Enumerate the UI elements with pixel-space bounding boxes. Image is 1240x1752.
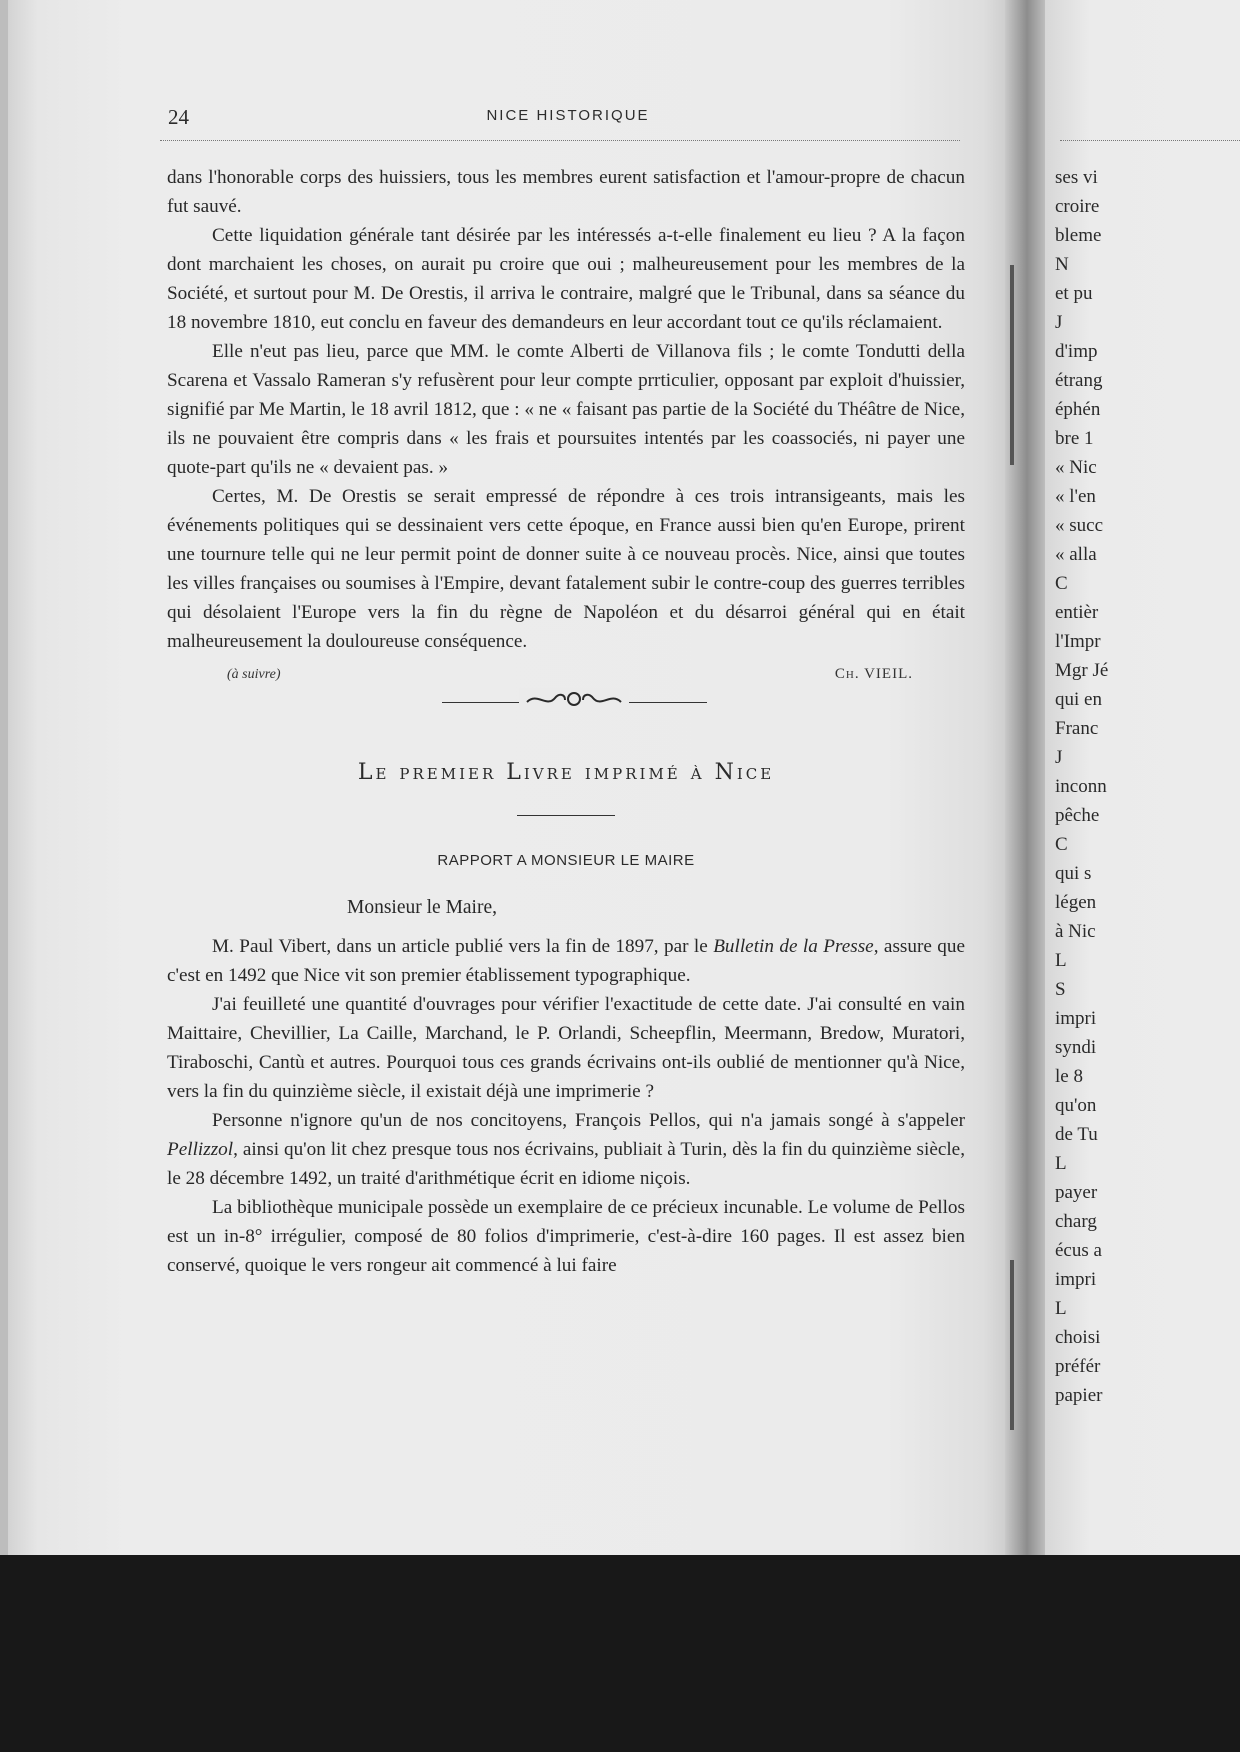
right-line-fragment: J: [1055, 747, 1063, 768]
right-line-fragment: impri: [1055, 1269, 1097, 1290]
right-line-fragment: « succ: [1055, 515, 1104, 536]
page-edge-shadow: [1010, 265, 1014, 465]
right-line-fragment: « l'en: [1055, 486, 1096, 507]
section-ornament: [167, 688, 965, 730]
right-line-fragment: L: [1055, 1153, 1067, 1174]
article-subtitle: RAPPORT A MONSIEUR LE MAIRE: [437, 852, 695, 869]
paragraph: Elle n'eut pas lieu, parce que MM. le comte Alberti de Villanova fils ; le comte Tondutti della Scarena et Vassalo Rameran s'y refusèrent pour leur compte prrticulier, opposant par exploit d'huissier, signifié par Me Martin, le 18 avril 1812, que : « ne « faisant pas partie de la Société du Théâtre de Nice, ils ne pouvaient être compris dans « les frais et poursuites intentés par les coassociés, ni payer une quote-part qu'ils ne « devaient pas. »: [167, 341, 965, 478]
salutation: Monsieur le Maire,: [347, 897, 498, 918]
right-line-fragment: syndi: [1055, 1037, 1097, 1058]
paragraph: J'ai feuilleté une quantité d'ouvrages pour vérifier l'exactitude de cette date. J'ai consulté en vain Maittaire, Chevillier, La Caille, Marchand, le P. Orlandi, Scheepflin, Meermann, Bredow, Muratori, Tiraboschi, Cantù et autres. Pourquoi tous ces grands écrivains ont-ils oublié de mentionner qu'à Nice, vers la fin du quinzième siècle, il existait déjà une imprimerie ?: [167, 994, 965, 1102]
paragraph: [167, 1106, 965, 1193]
right-line-fragment: « alla: [1055, 544, 1097, 565]
left-page-body: [167, 163, 965, 1280]
running-title: NICE HISTORIQUE: [486, 107, 650, 124]
publication-title: Bulletin de la Presse: [713, 936, 874, 957]
paragraph: La bibliothèque municipale possède un exemplaire de ce précieux incunable. Le volume de Pellos est un in-8° irrégulier, composé de 80 folios d'imprimerie, c'est-à-dire 160 pages. Il est assez bien conservé, quoique le vers rongeur ait commencé à lui faire: [167, 1197, 965, 1276]
paragraph: Cette liquidation générale tant désirée par les intéressés a-t-elle finalement eu lieu ? A la façon dont marchaient les choses, on aurait pu croire que oui ; malheureusement pour les membres de la Société, et surtout pour M. De Orestis, il arriva le contraire, malgré que le Tribunal, dans sa séance du 18 novembre 1810, eut conclu en faveur des demandeurs en leur accordant tout ce qu'ils réclamaient.: [167, 225, 965, 333]
to-follow-note: (à suivre): [227, 667, 281, 682]
right-line-fragment: et pu: [1055, 283, 1093, 304]
paragraph: [167, 932, 965, 990]
article-title: Le premier Livre imprimé à Nice: [357, 760, 775, 785]
paragraph: Certes, M. De Orestis se serait empressé de répondre à ces trois intransigeants, mais les événements politiques qui se dessinaient vers cette époque, en France aussi bien qu'en Europe, prirent une tournure telle qui ne leur permit point de donner suite à ce nouveau procès. Nice, ainsi que toutes les villes françaises ou soumises à l'Empire, devant fatalement subir le contre-coup des guerres terribles qui désolaient l'Europe vers la fin du règne de Napoléon et du désarroi général qui en était malheureusement la douloureuse conséquence.: [167, 486, 965, 652]
right-line-fragment: choisi: [1055, 1327, 1101, 1348]
page-edge-shadow: [1010, 1260, 1014, 1430]
right-line-fragment: entièr: [1055, 602, 1099, 623]
right-line-fragment: papier: [1055, 1385, 1103, 1406]
right-line-fragment: bre 1: [1055, 428, 1094, 449]
right-line-fragment: L: [1055, 1298, 1067, 1319]
text-run: , ainsi qu'on lit chez presque tous nos écrivains, publiait à Turin, dès la fin du quinzième siècle, le 28 décembre 1492, un traité d'arithmétique écrit en idiome niçois.: [167, 1139, 965, 1189]
right-line-fragment: C: [1055, 573, 1068, 594]
right-line-fragment: Mgr Jé: [1055, 660, 1109, 681]
right-line-fragment: C: [1055, 834, 1068, 855]
page-number: 24: [168, 105, 189, 129]
right-line-fragment: de Tu: [1055, 1124, 1098, 1145]
right-header-rule: [1060, 140, 1240, 141]
page-header: [168, 105, 968, 129]
right-line-fragment: ses vi: [1055, 167, 1098, 188]
paragraph: dans l'honorable corps des huissiers, tous les membres eurent satisfaction et l'amour-propre de chacun fut sauvé.: [167, 167, 965, 217]
right-line-fragment: qu'on: [1055, 1095, 1097, 1116]
title-rule: [517, 815, 615, 816]
right-line-fragment: S: [1055, 979, 1066, 1000]
right-line-fragment: d'imp: [1055, 341, 1098, 362]
right-line-fragment: qui en: [1055, 689, 1102, 710]
right-line-fragment: croire: [1055, 196, 1100, 217]
right-line-fragment: l'Impr: [1055, 631, 1101, 652]
right-line-fragment: bleme: [1055, 225, 1102, 246]
right-line-fragment: le 8: [1055, 1066, 1083, 1087]
right-line-fragment: éphén: [1055, 399, 1101, 420]
right-line-fragment: J: [1055, 312, 1063, 333]
right-line-fragment: charg: [1055, 1211, 1097, 1232]
right-line-fragment: étrang: [1055, 370, 1103, 391]
right-line-fragment: « Nic: [1055, 457, 1097, 478]
right-line-fragment: inconn: [1055, 776, 1107, 797]
right-page-text-fragments: [1055, 163, 1108, 1410]
scan-left-edge: [0, 0, 8, 1555]
header-rule: [160, 140, 960, 141]
text-run: M. Paul Vibert, dans un article publié vers la fin de 1897, par le: [212, 936, 714, 957]
name-variant: Pellizzol: [167, 1139, 234, 1160]
text-run: Personne n'ignore qu'un de nos concitoyens, François Pellos, qui n'a jamais songé à s'appeler: [212, 1110, 965, 1131]
right-line-fragment: L: [1055, 950, 1067, 971]
article-signature: [167, 656, 965, 688]
right-line-fragment: écus a: [1055, 1240, 1102, 1261]
right-line-fragment: pêche: [1055, 805, 1100, 826]
right-line-fragment: payer: [1055, 1182, 1098, 1203]
text-run: , assure que c'est en 1492 que Nice vit son premier établissement typographique.: [167, 936, 965, 986]
right-line-fragment: Franc: [1055, 718, 1099, 739]
right-line-fragment: qui s: [1055, 863, 1092, 884]
scanner-background: [0, 1555, 1240, 1752]
author-name: Ch. VIEIL.: [834, 666, 913, 682]
right-line-fragment: légen: [1055, 892, 1097, 913]
ornament-flourish-icon: [519, 688, 629, 719]
right-line-fragment: impri: [1055, 1008, 1097, 1029]
right-line-fragment: N: [1055, 254, 1069, 275]
right-line-fragment: à Nic: [1055, 921, 1096, 942]
right-line-fragment: préfér: [1055, 1356, 1101, 1377]
